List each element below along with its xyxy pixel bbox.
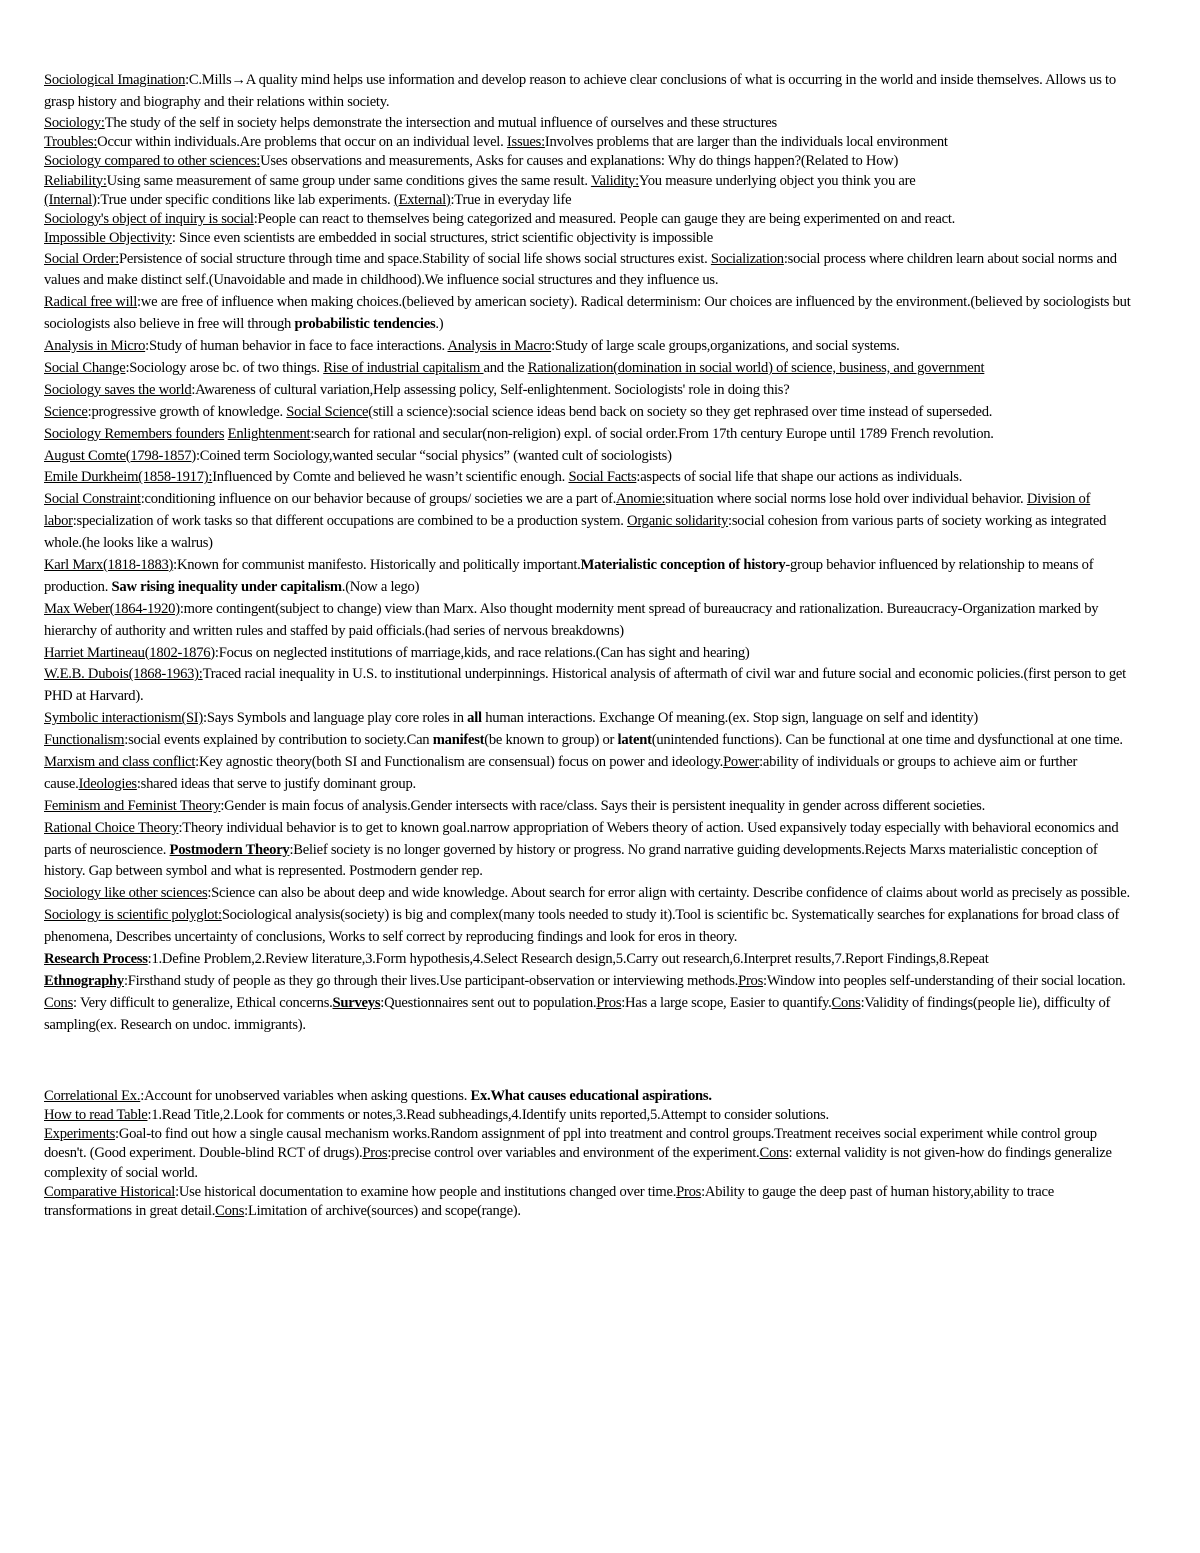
paragraph-sociology-compared [44,152,1136,171]
text: :Coined term Sociology,wanted secular “social physics” (wanted cult of sociologists) [195,447,672,464]
term: August Comte(1798-1857) [44,447,196,464]
term: Organic solidarity [627,513,729,530]
term: Emile Durkheim(1858-1917): [44,469,213,486]
paragraph-remembers-founders [44,424,1136,446]
paragraph-symbolic-interactionism [44,708,1136,730]
text: :more contingent(subject to change) view than Marx. Also thought modernity ment spread of bureaucracy and rationalization. Bureaucracy-Organization marked by hierarchy of authority and written rules and staffed by paid officials.(had series of nervous breakdowns) [44,600,1099,639]
text: :True in everyday life [450,191,572,208]
text: Influenced by Comte and believed he wasn’t scientific enough. [212,469,569,486]
text: :Study of large scale groups,organizations, and social systems. [551,338,900,355]
text: :Belief society is no longer governed by history or progress. No grand narrative guiding developments.Rejects Marxs materialistic conception of history. Gap between symbol and what is represented. Postmodern gender rep. [44,841,1098,880]
term: Harriet Martineau(1802-1876) [44,644,215,661]
text: :1.Define Problem,2.Review literature,3.Form hypothesis,4.Select Research design,5.Carry out research,6.Interpret results,7.Report Findings,8.Repeat [147,951,989,968]
paragraph-internal-external [44,191,1136,210]
term: Feminism and Feminist Theory [44,797,221,814]
paragraph-marxism-class-conflict [44,752,1136,796]
term: Pros [738,972,764,989]
term: (Internal) [44,191,97,208]
paragraph-how-to-read-table [44,1106,1136,1125]
paragraph-feminism [44,796,1136,818]
text: Sociological analysis(society) is big and complex(many tools needed to study it).Tool is scientific bc. Systematically searches for explanations for broad class of phenomena, Describes uncertainty of conclusions, Works to self correct by reproducing findings and look for eros in theory. [44,907,1120,946]
emphasis: Ex.What causes educational aspirations. [470,1087,712,1104]
text: .) [435,316,444,333]
text: Occur within individuals.Are problems that occur on an individual level. [97,134,507,151]
paragraph-troubles-issues [44,133,1136,152]
text: :progressive growth of knowledge. [87,403,287,420]
text: :we are free of influence when making choices.(believed by american society). Radical determinism: Our choices are influenced by the environment.(believed by sociologists but sociologists also believe in free will through [44,294,1131,333]
text: Traced racial inequality in U.S. to institutional underpinnings. Historical analysis of aftermath of civil war and future social and economic policies.(first person to get PHD at Harvard). [44,666,1126,705]
paragraph-social-order [44,249,1136,293]
term: Social Order: [44,250,119,267]
paragraph-impossible-objectivity [44,229,1136,248]
text: :Says Symbols and language play core roles in [203,710,468,727]
text: You measure underlying object you think you are [638,172,916,189]
text: : Very difficult to generalize, Ethical concerns. [73,994,333,1011]
term: Sociology is scientific polyglot: [44,907,222,924]
document-page [44,70,1136,1221]
emphasis: all [467,710,482,727]
text: :Firsthand study of people as they go through their lives.Use participant-observation or interviewing methods. [123,972,739,989]
text: : external validity is not given-how do findings generalize complexity of social world. [44,1145,1112,1181]
text: (unintended functions). Can be functional at one time and dysfunctional at one time. [651,732,1123,749]
term: Symbolic interactionism(SI) [44,710,204,727]
term: Enlightenment [227,425,311,442]
term: Cons [831,994,861,1011]
emphasis: probabilistic tendencies [294,316,436,333]
term: Cons [44,994,74,1011]
paragraph-research-process [44,949,1136,971]
term: Radical free will [44,294,137,311]
text: :Known for communist manifesto. Historically and politically important. [173,557,581,573]
paragraph-science [44,402,1136,424]
term: Sociology saves the world [44,381,192,398]
paragraph-functionalism [44,730,1136,752]
term: Max Weber(1864-1920) [44,600,180,617]
text: :Awareness of cultural variation,Help assessing policy, Self-enlightenment. Sociologists' role in doing this? [191,381,790,398]
term: Analysis in Macro [447,338,552,355]
text: (be known to group) or [484,732,618,749]
heading-term: Ethnography [44,972,124,989]
text: :Validity of findings(people lie), difficulty of sampling(ex. Research on undoc. immigrants). [44,994,1111,1033]
term: Sociology compared to other sciences: [44,153,261,170]
term: Cons [215,1203,245,1220]
text: :Study of human behavior in face to face interactions. [145,338,448,355]
paragraph-experiments [44,1125,1136,1183]
text: Uses observations and measurements, Asks for causes and explanations: Why do things happen?(Related to How) [260,153,899,170]
term: How to read Table [44,1106,148,1123]
text: :True under specific conditions like lab experiments. [96,191,394,208]
term: Pros [362,1145,388,1162]
text: :Questionnaires sent out to population. [380,994,597,1011]
heading-term: Postmodern Theory [169,841,290,858]
paragraph-object-of-inquiry [44,210,1136,229]
term: W.E.B. Dubois(1868-1963): [44,666,203,683]
emphasis: latent [617,732,652,749]
text: :specialization of work tasks so that different occupations are combined to be a production system. [72,513,628,530]
term: Comparative Historical [44,1183,176,1200]
term: Cons [759,1145,789,1162]
text: :People can react to themselves being categorized and measured. People can gauge they are being experimented on and react. [253,211,956,228]
text: :Theory individual behavior is to get to known goal.narrow appropriation of Webers theory of action. Used expansively today especially with behavioral economics and parts of neuroscience. [44,819,1119,858]
text: :Focus on neglected institutions of marriage,kids, and race relations.(Can has sight and hearing) [214,644,750,661]
term: Social Constraint [44,491,141,508]
term: Marxism and class conflict [44,754,196,771]
text: :social process where children learn about social norms and values and make distinct self.(Unavoidable and made in childhood).We influence social structures and they influence us. [44,250,1117,289]
term: Analysis in Micro [44,338,146,355]
paragraph-dubois [44,664,1136,708]
paragraph-correlational [44,1087,1136,1106]
text: :Has a large scope, Easier to quantify. [621,994,832,1011]
term: Socialization [710,250,784,267]
text: :Limitation of archive(sources) and scope(range). [244,1203,521,1220]
text: :Use historical documentation to examine how people and institutions changed over time. [175,1183,677,1200]
text: The study of the self in society helps demonstrate the intersection and mutual influence of ourselves and these structures [104,114,777,131]
text: :search for rational and secular(non-religion) expl. of social order.From 17th century Europe until 1789 French revolution. [310,425,994,442]
term: Troubles: [44,134,98,151]
term: Karl Marx(1818-1883) [44,557,174,573]
term: Rationalization(domination in social world) of science, business, and government [527,359,985,376]
term: Sociological Imagination [44,72,186,88]
text: .(Now a lego) [341,578,420,595]
paragraph-martineau [44,643,1136,665]
paragraph-sociology-definition [44,114,1136,133]
term: Social Science [286,403,369,420]
text: situation where social norms lose hold over individual behavior. [665,491,1027,508]
heading-term: Surveys [332,994,381,1011]
text: :Science can also be about deep and wide knowledge. About search for error align with certainty. Describe confidence of claims about world as precisely as possible. [207,885,1130,902]
term: Reliability: [44,172,107,189]
text: :ability of individuals or groups to achieve aim or further cause. [44,754,1078,792]
paragraph-social-constraint [44,489,1136,555]
text: Using same measurement of same group under same conditions gives the same result. [106,172,591,189]
emphasis: Saw rising inequality under capitalism [111,578,342,595]
text: :Ability to gauge the deep past of human history,ability to trace transformations in great detail. [44,1183,1054,1220]
text: (still a science):social science ideas bend back on society so they get rephrased over time instead of superseded. [368,403,993,420]
term: Issues: [506,134,545,151]
paragraph-radical-free-will [44,292,1136,336]
term: Validity: [590,172,639,189]
term: Rise of industrial capitalism [323,359,484,376]
emphasis: manifest [432,732,485,749]
term: Sociology's object of inquiry is social [44,211,254,228]
term: Social Change [44,359,126,376]
text: :social events explained by contribution to society.Can [124,732,433,749]
text: :shared ideas that serve to justify dominant group. [136,775,416,792]
paragraph-like-other-sciences [44,883,1136,905]
term: Impossible Objectivity [44,230,172,247]
text: :precise control over variables and environment of the experiment. [387,1145,760,1162]
text: :C.Mills→A quality mind helps use information and develop reason to achieve clear conclusions of what is occurring in the world and inside themselves. Allows us to grasp history and biography and their relations within society. [44,72,1116,110]
term: Sociology: [44,114,105,131]
text: :Window into peoples self-understanding of their social location. [763,972,1126,989]
term: Pros [596,994,622,1011]
term: Division of labor [44,491,1091,530]
text: :1.Read Title,2.Look for comments or notes,3.Read subheadings,4.Identify units reported,5.Attempt to consider solutions. [147,1106,829,1123]
term: (External) [393,191,451,208]
term: Functionalism [44,732,125,749]
text: human interactions. Exchange Of meaning.(ex. Stop sign, language on self and identity) [481,710,978,727]
text: Involves problems that are larger than the individuals local environment [544,134,948,151]
term: Power [723,754,760,771]
term: Correlational Ex. [44,1087,141,1104]
paragraph-comparative-historical [44,1183,1136,1222]
text: :Goal-to find out how a single causal mechanism works.Random assignment of ppl into treatment and control groups.Treatment receives social experiment while control group doesn't. (Good experiment. Double-blind RCT of drugs). [44,1126,1097,1162]
paragraph-weber [44,599,1136,643]
term: Anomie: [616,491,666,508]
term: Social Facts [568,469,637,486]
text: :conditioning influence on our behavior because of groups/ societies we are a part of. [140,491,617,508]
paragraph-ethnography [44,971,1136,1037]
term: Ideologies [78,775,137,792]
text: :Account for unobserved variables when asking questions. [140,1087,471,1104]
paragraph-durkheim [44,467,1136,489]
term: Experiments [44,1126,116,1143]
text: :Key agnostic theory(both SI and Functionalism are consensual) focus on power and ideology. [195,754,724,771]
text: Persistence of social structure through time and space.Stability of social life shows social structures exist. [118,250,711,267]
term: Sociology like other sciences [44,885,208,902]
paragraph-rational-choice [44,818,1136,884]
term: Pros [676,1183,702,1200]
emphasis: Materialistic conception of history [580,557,786,573]
text: :aspects of social life that shape our actions as individuals. [636,469,963,486]
text: -group behavior influenced by relationship to means of production. [44,557,1094,595]
section-gap [44,1037,1136,1087]
paragraph-social-change [44,358,1136,380]
paragraph-sociological-imagination [44,70,1136,114]
term: Sociology Remembers founders [44,425,225,442]
paragraph-comte [44,446,1136,468]
text: and the [483,359,528,376]
term: Science [44,403,88,420]
heading-term: Research Process [44,951,148,968]
paragraph-reliability-validity [44,172,1136,191]
paragraph-micro-macro [44,336,1136,358]
term: Rational Choice Theory [44,819,179,836]
text: :social cohesion from various parts of society working as integrated whole.(he looks like a walrus) [44,513,1107,552]
paragraph-marx [44,555,1136,599]
text: :Gender is main focus of analysis.Gender intersects with race/class. Says their is persistent inequality in gender across different societies. [220,797,986,814]
paragraph-scientific-polyglot [44,905,1136,949]
paragraph-sociology-saves-world [44,380,1136,402]
text: :Sociology arose bc. of two things. [125,359,324,376]
text: : Since even scientists are embedded in social structures, strict scientific objectivity is impossible [171,230,713,247]
